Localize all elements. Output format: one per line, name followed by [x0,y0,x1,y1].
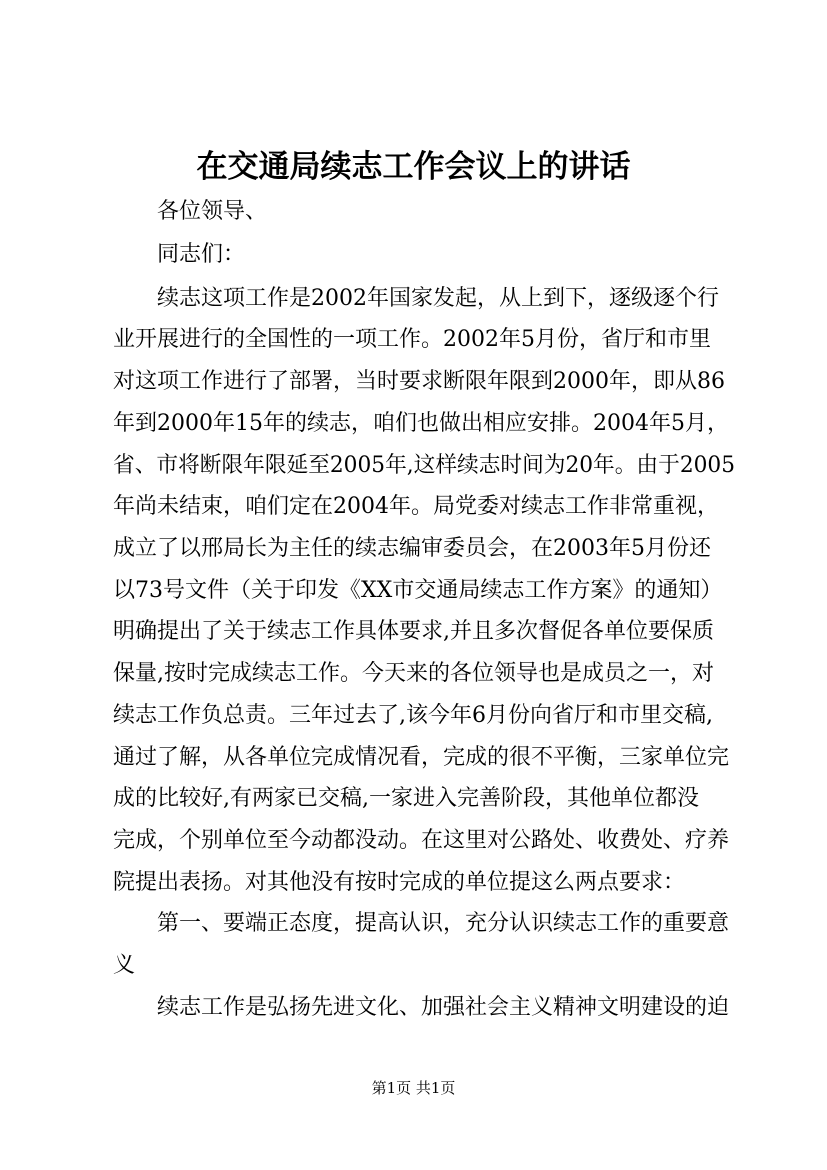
body-text-line: 以73号文件（关于印发《XX市交通局续志工作方案》的通知） [113,578,723,603]
salutation-line-1: 各位领导、 [157,199,268,224]
body-text-line: 成立了以邢局长为主任的续志编审委员会，在2003年5月份还 [113,536,711,561]
section-heading-line: 义 [113,953,136,978]
body-text-line: 年尚未结束，咱们定在2004年。局党委对续志工作非常重视， [113,494,719,519]
body-text-line: 续志工作负总责。三年过去了,该今年6月份向省厅和市里交稿, [113,703,713,728]
body-text-line: 续志工作是弘扬先进文化、加强社会主义精神文明建设的迫 [157,995,730,1020]
body-text-line: 成的比较好,有两家已交稿,一家进入完善阶段，其他单位都没 [113,786,699,811]
body-text-line: 通过了解，从各单位完成情况看，完成的很不平衡，三家单位完 [113,745,730,770]
document-title: 在交通局续志工作会议上的讲话 [196,149,631,185]
body-text-line: 续志这项工作是2002年国家发起，从上到下，逐级逐个行 [157,286,719,311]
body-text-line: 保量,按时完成续志工作。今天来的各位领导也是成员之一，对 [113,661,714,686]
body-text-line: 明确提出了关于续志工作具体要求,并且多次督促各单位要保质 [113,619,714,644]
body-text-line: 业开展进行的全国性的一项工作。2002年5月份，省厅和市里 [113,327,711,352]
body-text-line: 院提出表扬。对其他没有按时完成的单位提这么两点要求： [113,870,686,895]
section-heading-line: 第一、要端正态度，提高认识，充分认识续志工作的重要意 [157,911,730,936]
body-text-line: 完成，个别单位至今动都没动。在这里对公路处、收费处、疗养 [113,828,730,853]
body-text-line: 年到2000年15年的续志，咱们也做出相应安排。2004年5月， [113,411,729,436]
body-text-line: 省、市将断限年限延至2005年,这样续志时间为20年。由于2005 [113,453,736,478]
page-number-footer: 第1页 共1页 [371,1079,456,1097]
salutation-line-2: 同志们： [157,242,246,267]
body-text-line: 对这项工作进行了部署，当时要求断限年限到2000年，即从86 [113,369,725,394]
